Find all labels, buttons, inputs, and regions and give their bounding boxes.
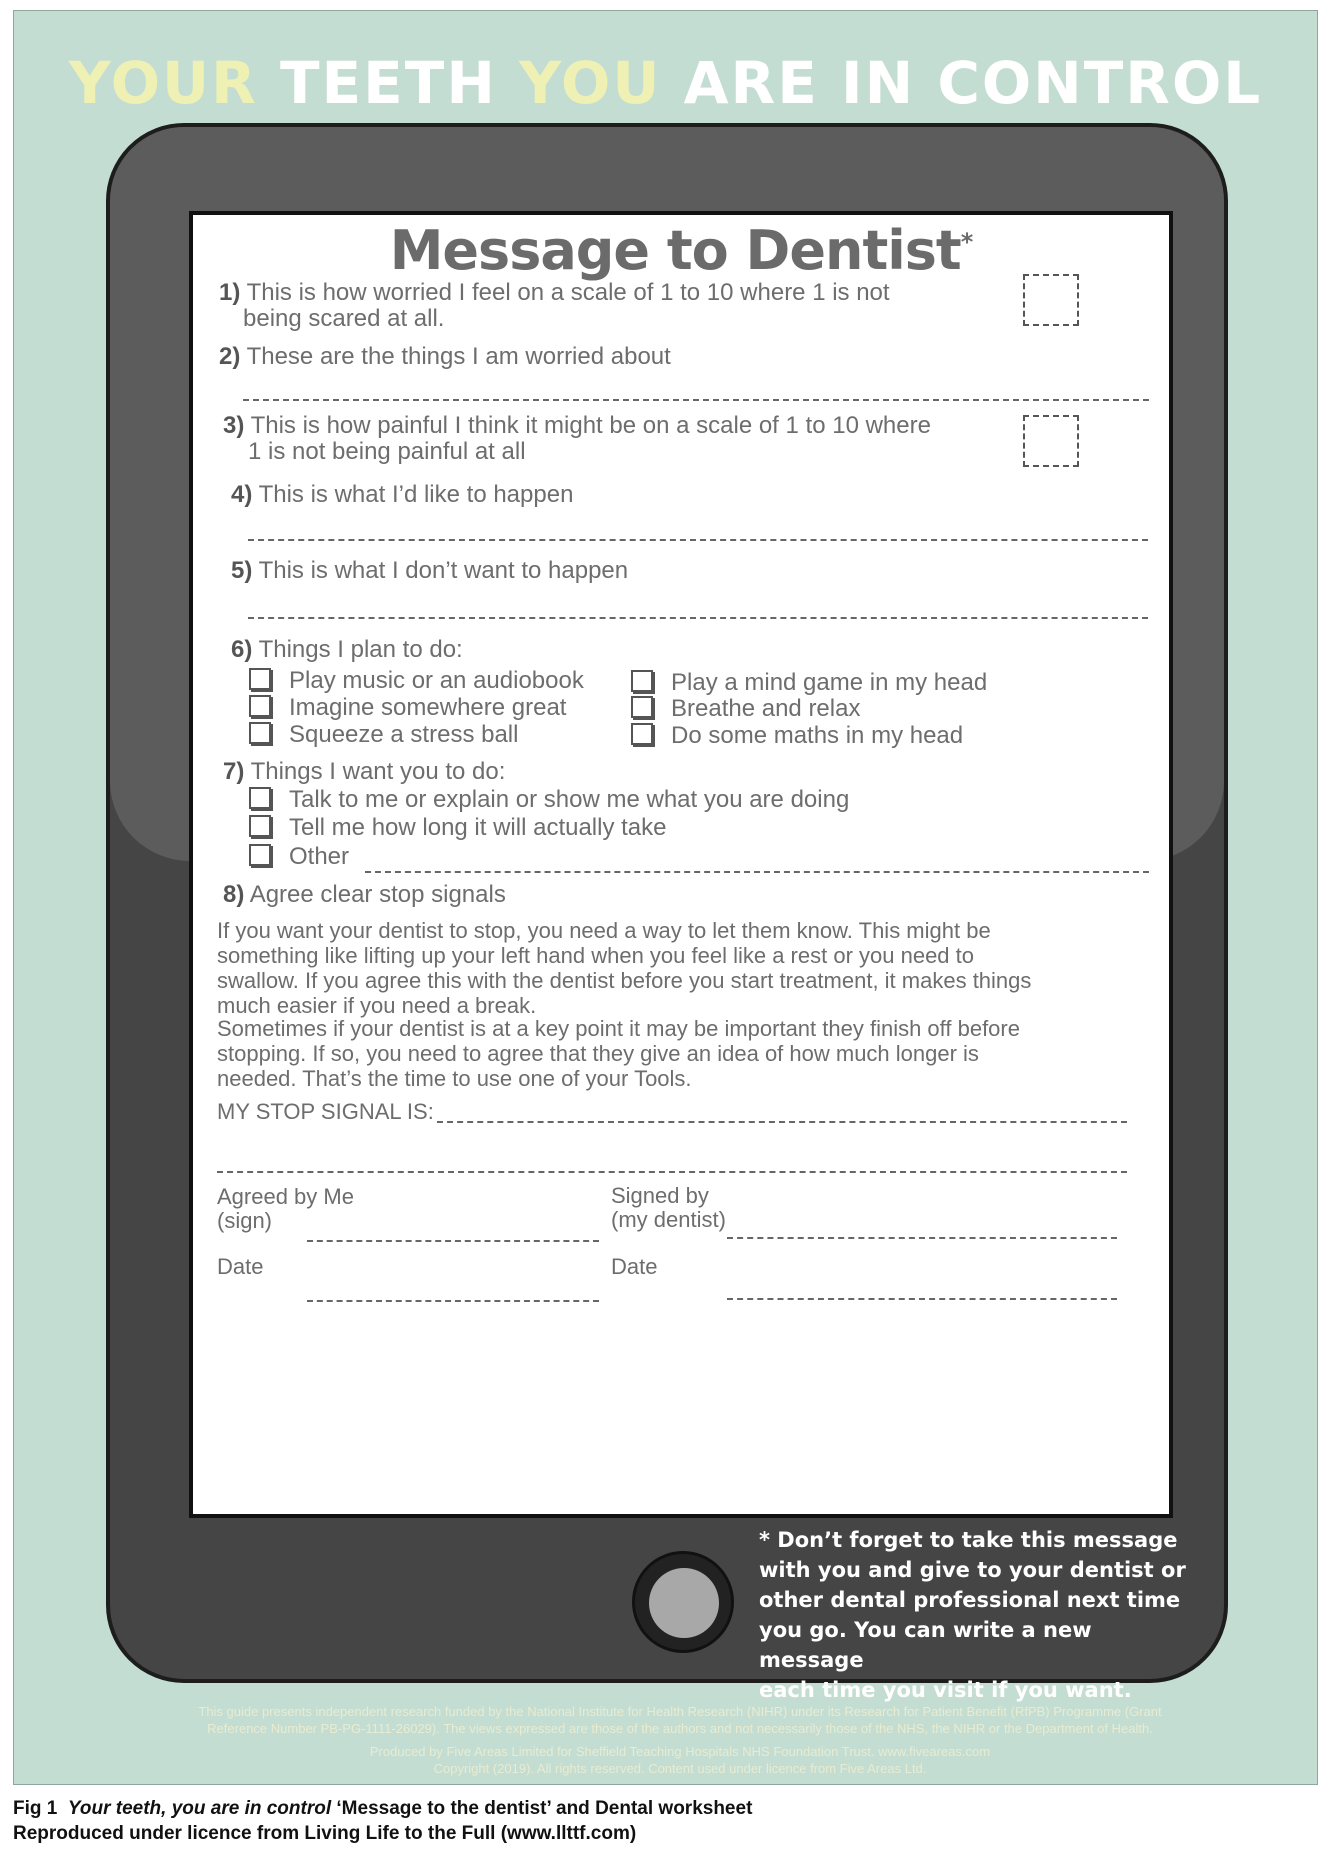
key-point-explanation: Sometimes if your dentist is at a key point it may be important they finish off before stopping. If so, you need to agree that they give an idea of how much longer is needed. That’s the time to use one of your Tools. [217,1016,1020,1091]
my-date-line[interactable] [307,1300,599,1302]
worry-score-box[interactable] [1023,274,1079,326]
figure-caption-line2: Reproduced under licence from Living Life to the Full (www.llttf.com) [13,1823,637,1844]
copyright-credits: Produced by Five Areas Limited for Sheffield Teaching Hospitals NHS Foundation Trust. www.fiveareas.com Copyright (2019). All rights reserved. Content used under licence from Five Areas Ltd. [369,1744,991,1776]
like-line[interactable] [248,539,1148,541]
date-label-dentist: Date [611,1254,658,1279]
dont-want-line[interactable] [248,617,1148,619]
question-4: 4) This is what I’d like to happen [231,481,574,508]
question-3-cont: 1 is not being painful at all [248,438,526,465]
footnote: * Don’t forget to take this message with you and give to your dentist or other dental professional next time you go. You can write a new message each time you visit if you want. [759,1528,1186,1702]
plan-checkbox[interactable]: Imagine somewhere great [249,694,566,722]
worries-line[interactable] [243,399,1149,401]
worksheet [189,211,1173,1518]
question-1-cont: being scared at all. [243,305,445,332]
page-title: Message to Dentist* [389,219,973,282]
figure-caption: Fig 1 Your teeth, you are in control ‘Message to the dentist’ and Dental worksheet [13,1798,753,1819]
banner-word-control: ARE IN CONTROL [683,49,1263,117]
home-button-icon [632,1551,734,1653]
other-line[interactable] [365,871,1149,873]
request-checkbox[interactable]: Tell me how long it will actually take [249,814,667,842]
banner-word-your: YOUR [68,49,258,117]
date-label-me: Date [217,1254,264,1279]
question-3: 3) This is how painful I think it might be on a scale of 1 to 10 where [223,412,931,439]
banner-word-teeth: TEETH [279,49,497,117]
question-7: 7) Things I want you to do: [223,758,506,785]
plan-checkbox[interactable]: Do some maths in my head [631,722,963,750]
stop-signal-line-2[interactable] [217,1171,1127,1173]
agreed-by-label: Agreed by Me (sign) [217,1184,354,1233]
question-6: 6) Things I plan to do: [231,636,463,663]
my-signature-line[interactable] [307,1240,599,1242]
question-5: 5) This is what I don’t want to happen [231,557,629,584]
stop-signal-line[interactable] [437,1121,1127,1123]
plan-checkbox[interactable]: Play music or an audiobook [249,667,584,695]
question-2: 2) These are the things I am worried about [219,343,671,370]
stop-signal-explanation: If you want your dentist to stop, you need a way to let them know. This might be something like lifting up your left hand when you feel like a rest or you need to swallow. If you agree this with the dentist before you start treatment, it makes things much easier if you need a break. [217,918,1032,1018]
question-1: 1) This is how worried I feel on a scale of 1 to 10 where 1 is not [219,279,890,306]
poster [13,10,1318,1785]
pain-score-box[interactable] [1023,415,1079,467]
plan-checkbox[interactable]: Breathe and relax [631,695,860,723]
funding-credits: This guide presents independent research funded by the National Institute for Health Research (NIHR) under its Research for Patient Benefit (RfPB) Programme (Grant Reference Number PB-PG-1111-26029). The views expressed are those of the authors and not necessarily those of the NHS, the NIHR or the Department of Health. [198,1704,1162,1736]
stop-signal-label: MY STOP SIGNAL IS: [217,1099,434,1124]
banner-word-you: YOU [519,49,662,117]
signed-by-label: Signed by (my dentist) [611,1183,726,1232]
request-checkbox[interactable]: Other [249,843,349,871]
request-checkbox[interactable]: Talk to me or explain or show me what you are doing [249,786,849,814]
question-8: 8) Agree clear stop signals [223,881,506,908]
dentist-date-line[interactable] [727,1298,1117,1300]
plan-checkbox[interactable]: Squeeze a stress ball [249,721,518,749]
plan-checkbox[interactable]: Play a mind game in my head [631,669,987,697]
poster-banner [14,49,1317,117]
dentist-signature-line[interactable] [727,1237,1117,1239]
